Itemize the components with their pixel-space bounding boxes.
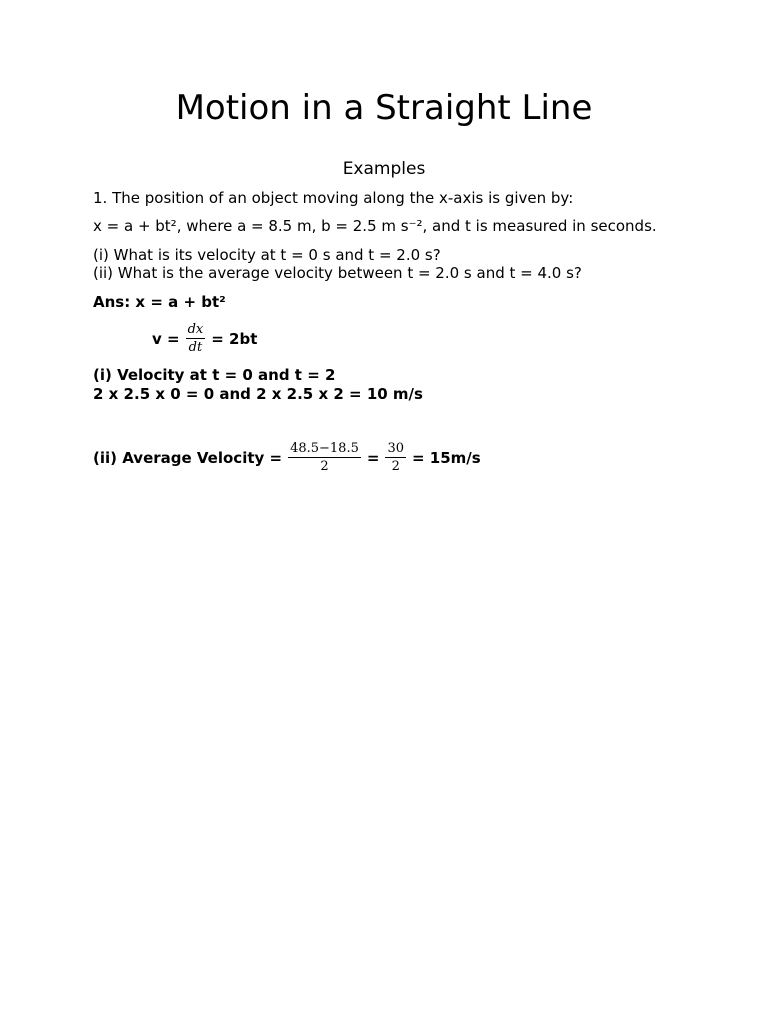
average-velocity-fraction-2-denominator: 2 [391,459,400,474]
velocity-equation [152,322,257,355]
answer-line: Ans: x = a + bt² [93,293,226,311]
velocity-prefix: v = [152,329,180,348]
page-title: Motion in a Straight Line [175,88,593,128]
velocity-fraction-denominator: dt [188,340,203,355]
velocity-fraction [186,322,206,355]
average-velocity-prefix: (ii) Average Velocity = [93,448,283,467]
average-velocity-equals: = [366,448,380,467]
question-part-ii: (ii) What is the average velocity between t = 2.0 s and t = 4.0 s? [93,264,582,282]
question-equation: x = a + bt², where a = 8.5 m, b = 2.5 m s⁻², and t is measured in seconds. [93,217,657,235]
average-velocity-fraction-1 [288,441,361,474]
question-intro: 1. The position of an object moving along the x-axis is given by: [93,189,574,207]
average-velocity-fraction-1-numerator: 48.5−18.5 [290,441,359,456]
part-i-calculation: 2 x 2.5 x 0 = 0 and 2 x 2.5 x 2 = 10 m/s [93,385,423,403]
average-velocity-fraction-2 [385,441,406,474]
section-subtitle: Examples [342,159,426,179]
velocity-fraction-numerator: dx [187,322,204,337]
velocity-suffix: = 2bt [211,329,258,348]
average-velocity-fraction-1-denominator: 2 [320,459,329,474]
average-velocity-fraction-2-numerator: 30 [387,441,404,456]
part-i-heading: (i) Velocity at t = 0 and t = 2 [93,366,336,384]
question-part-i: (i) What is its velocity at t = 0 s and t = 2.0 s? [93,246,441,264]
average-velocity-equation [93,441,481,474]
average-velocity-result: = 15m/s [412,448,481,467]
